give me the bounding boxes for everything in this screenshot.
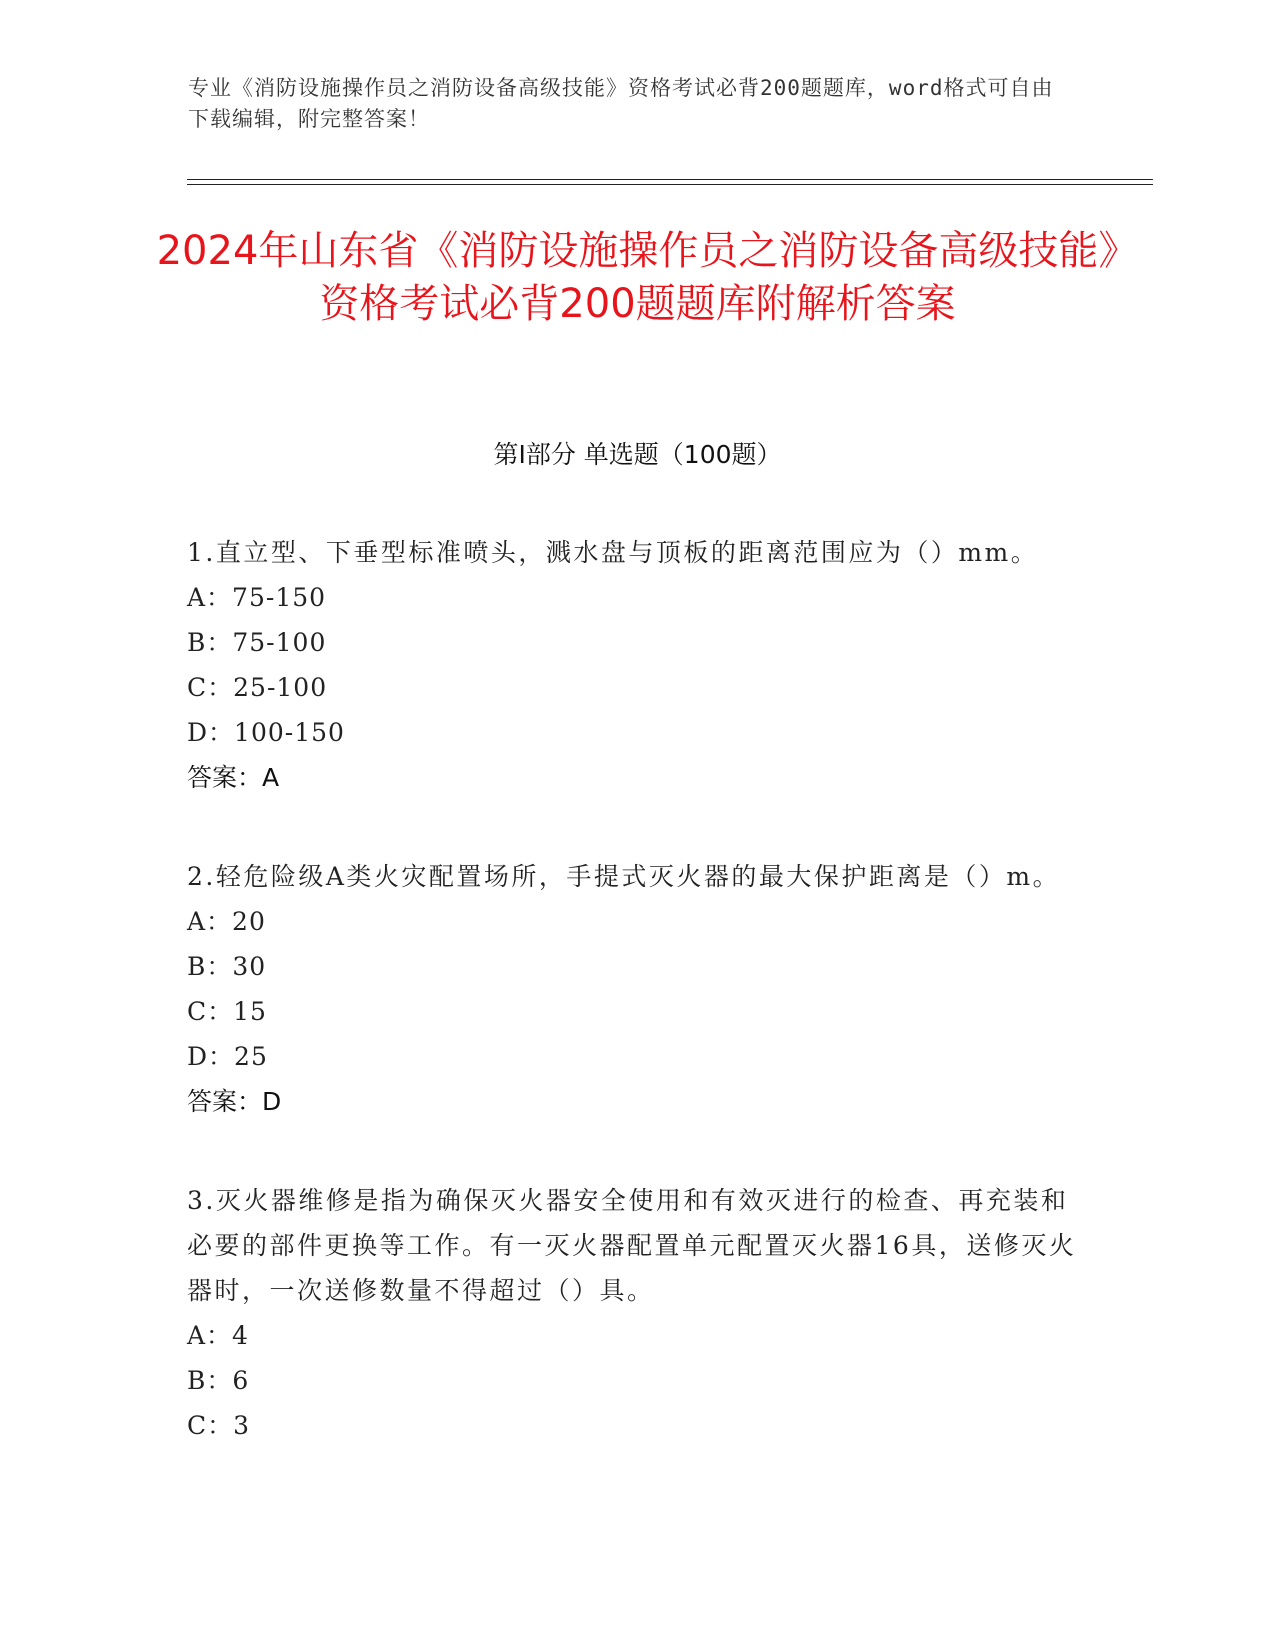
- option-b: B：30: [187, 952, 267, 981]
- option-b: B：6: [187, 1366, 250, 1395]
- question-list: [187, 530, 1077, 1502]
- option-c: C：25-100: [187, 673, 328, 702]
- question-stem: 3.灭火器维修是指为确保灭火器安全使用和有效灭进行的检查、再充装和必要的部件更换等工作。有一灭火器配置单元配置灭火器16具，送修灭火器时，一次送修数量不得超过（）具。: [187, 1186, 1077, 1305]
- option-c: C：3: [187, 1411, 251, 1440]
- question-1: [187, 530, 1077, 800]
- option-d: D：100-150: [187, 718, 345, 747]
- question-stem: 2.轻危险级A类火灾配置场所，手提式灭火器的最大保护距离是（）m。: [187, 862, 1061, 891]
- question-2: [187, 854, 1077, 1124]
- option-b: B：75-100: [187, 628, 327, 657]
- option-d: D：25: [187, 1042, 268, 1071]
- header-note: 专业《消防设施操作员之消防设备高级技能》资格考试必背200题题库，word格式可自由下载编辑，附完整答案！: [188, 76, 1054, 131]
- section-title: 第Ⅰ部分 单选题（100题）: [493, 440, 782, 469]
- option-a: A：4: [187, 1321, 249, 1350]
- header-divider-bottom: [187, 184, 1153, 185]
- answer: 答案：D: [187, 1087, 282, 1116]
- option-c: C：15: [187, 997, 267, 1026]
- question-3: [187, 1178, 1077, 1448]
- option-a: A：20: [187, 907, 266, 936]
- option-a: A：75-150: [187, 583, 327, 612]
- answer: 答案：A: [187, 763, 280, 792]
- document-title: 2024年山东省《消防设施操作员之消防设备高级技能》资格考试必背200题题库附解析答案: [156, 228, 1119, 327]
- question-stem: 1.直立型、下垂型标准喷头，溅水盘与顶板的距离范围应为（）mm。: [187, 538, 1039, 567]
- header-divider-top: [187, 179, 1153, 180]
